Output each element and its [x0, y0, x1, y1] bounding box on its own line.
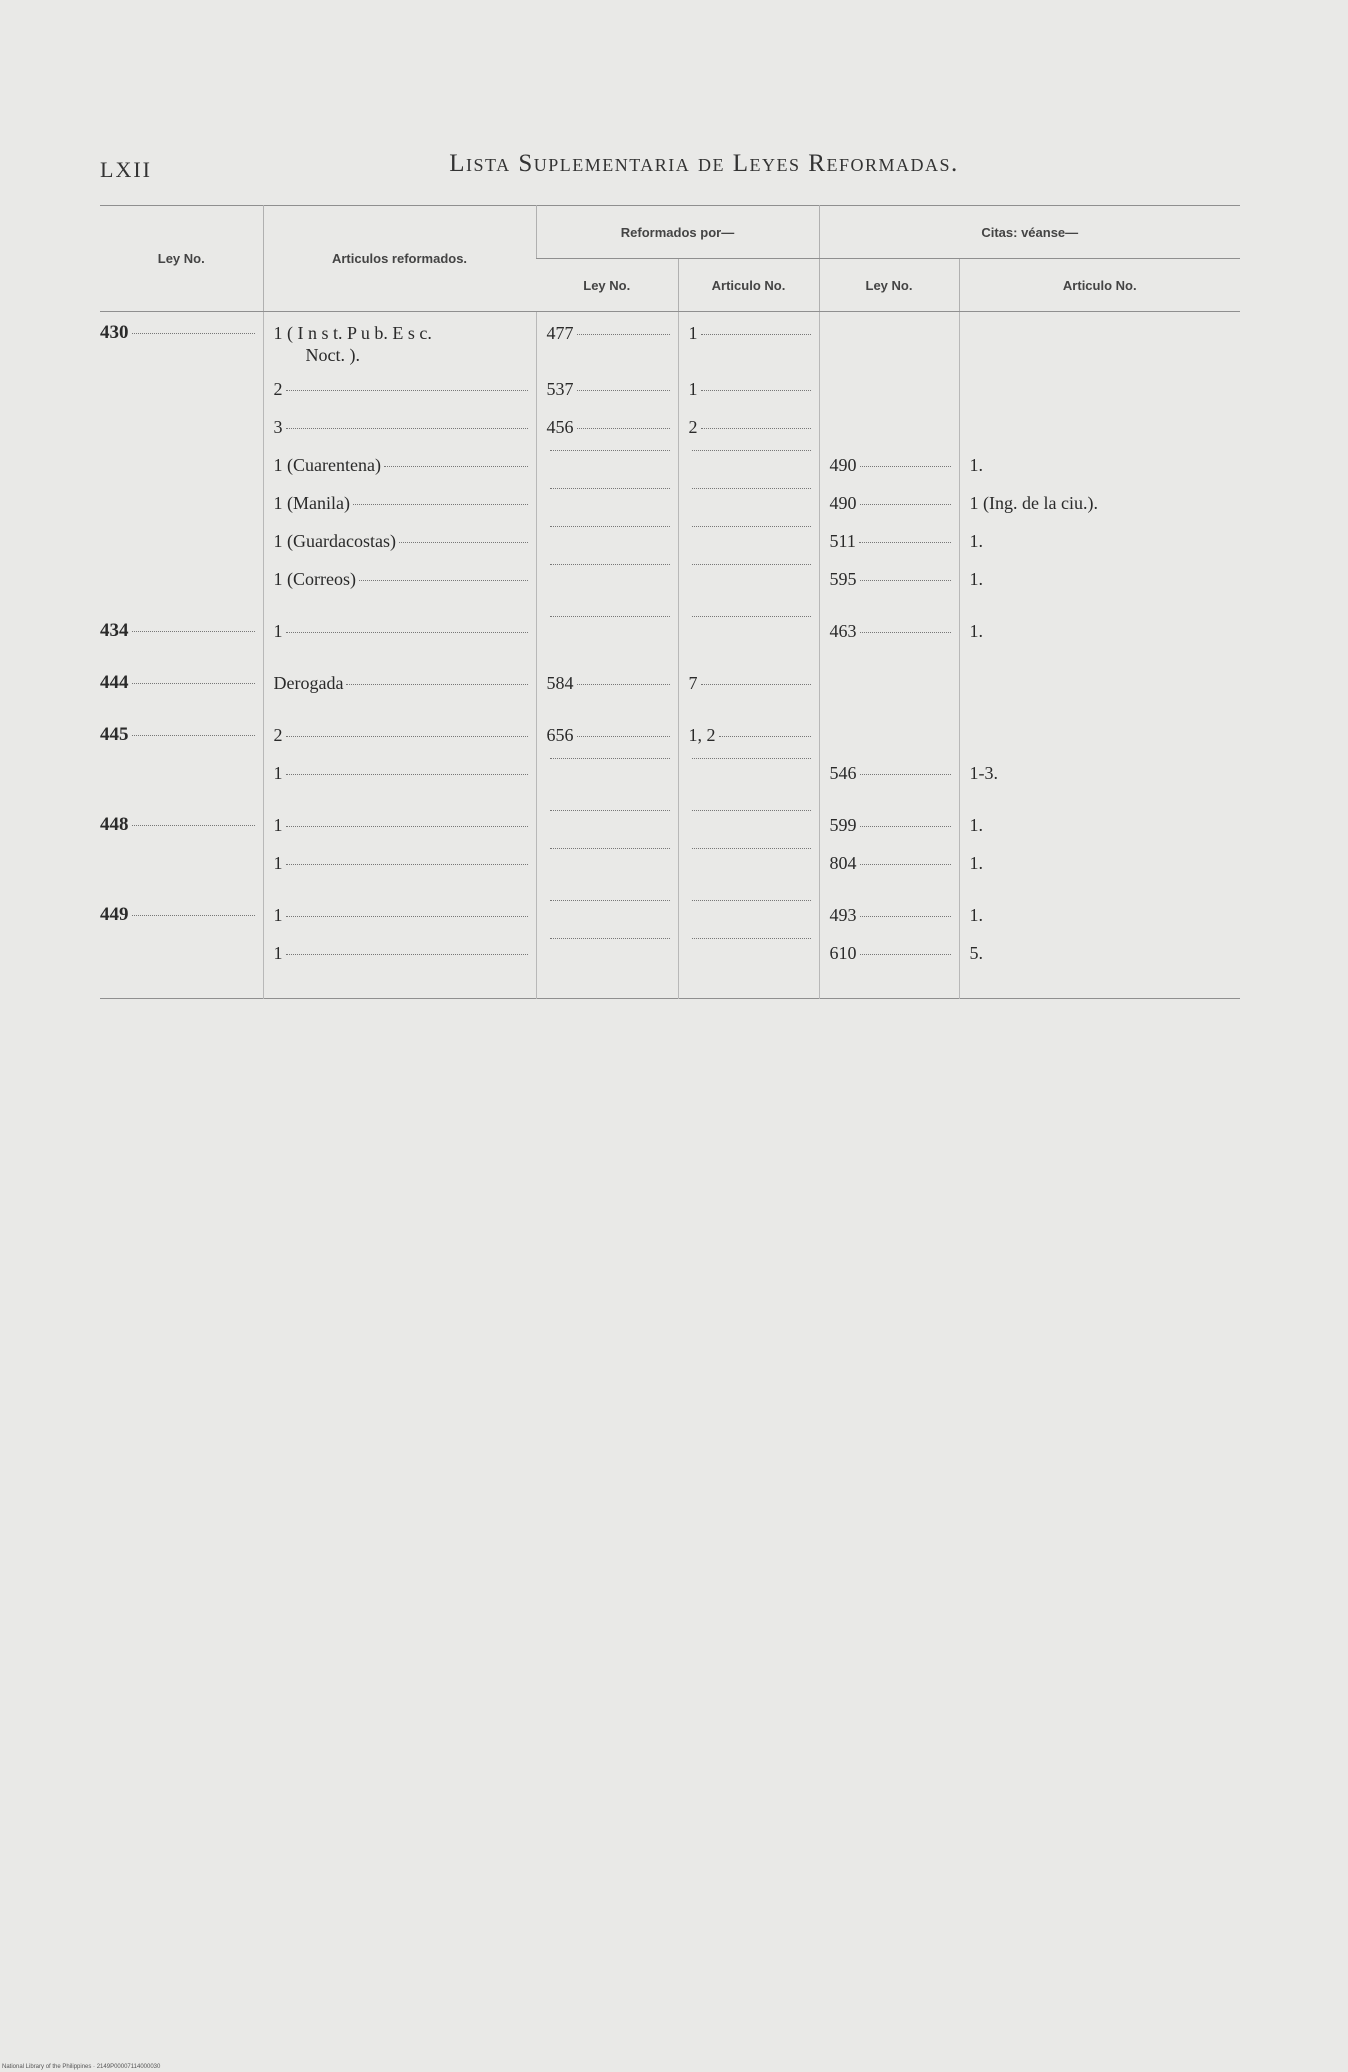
ley-no-text: 448	[100, 814, 129, 835]
cit-ley-cell	[819, 800, 959, 852]
dot-leader	[577, 334, 670, 335]
header-ley-no: Ley No.	[100, 206, 263, 312]
cit-art-cell	[959, 942, 1240, 999]
ref-ley-cell	[536, 710, 678, 762]
ref-ley-cell	[536, 312, 678, 379]
header-reformados-por: Reformados por—	[536, 206, 819, 259]
cit-art-cell	[959, 312, 1240, 379]
dot-leader	[550, 526, 670, 527]
dot-leader	[132, 631, 255, 632]
dot-leader	[550, 758, 670, 759]
cit-ley-cell	[819, 312, 959, 379]
cit-ley-text: 595	[829, 569, 857, 589]
articulo-cell	[263, 710, 536, 762]
amendments-table	[100, 205, 1240, 999]
cit-ley-text: 463	[829, 621, 857, 641]
articulo-cell	[263, 942, 536, 999]
cit-ley-cell	[819, 378, 959, 416]
cit-ley-text: 804	[829, 853, 857, 873]
articulo-text: 1	[273, 815, 283, 835]
ref-art-cell	[678, 312, 819, 379]
articulo-text: 1	[273, 621, 283, 641]
ley-no-cell	[100, 530, 263, 568]
articulo-text: 1 (Manila)	[273, 493, 350, 513]
articulo-text: 1 (Correos)	[273, 569, 356, 589]
dot-leader	[692, 938, 811, 939]
articulo-text: 1 (Cuarentena)	[273, 455, 381, 475]
cit-ley-cell	[819, 942, 959, 999]
ref-art-text: 2	[688, 417, 698, 437]
cit-ley-text: 599	[829, 815, 857, 835]
dot-leader	[550, 488, 670, 489]
cit-ley-cell	[819, 890, 959, 942]
header-ref-art: Articulo No.	[678, 259, 819, 312]
dot-leader	[860, 864, 951, 865]
ley-no-cell	[100, 606, 263, 658]
cit-art-cell	[959, 762, 1240, 800]
dot-leader	[692, 848, 811, 849]
dot-leader	[550, 564, 670, 565]
cit-ley-cell	[819, 454, 959, 492]
ref-ley-cell	[536, 942, 678, 999]
cit-ley-cell	[819, 710, 959, 762]
articulo-text: 1	[273, 853, 283, 873]
articulo-cell	[263, 658, 536, 710]
page-number: LXII	[100, 157, 152, 182]
cit-art-cell	[959, 658, 1240, 710]
ref-ley-cell	[536, 530, 678, 568]
dot-leader	[692, 488, 811, 489]
table-row	[100, 530, 1240, 568]
ref-ley-text: 584	[546, 673, 574, 693]
dot-leader	[692, 564, 811, 565]
ref-art-cell	[678, 416, 819, 454]
articulo-cell	[263, 890, 536, 942]
dot-leader	[132, 333, 255, 334]
ref-art-text: 1	[688, 323, 698, 343]
table-row	[100, 942, 1240, 999]
footer-credit: National Library of the Philippines · 2149P00007114000030	[2, 2064, 161, 2070]
dot-leader	[132, 735, 255, 736]
table-row	[100, 416, 1240, 454]
ley-no-cell	[100, 762, 263, 800]
dot-leader	[577, 736, 670, 737]
articulo-text: 1 (Guardacostas)	[273, 531, 396, 551]
dot-leader	[550, 938, 670, 939]
cit-art-text: 1.	[969, 815, 983, 835]
dot-leader	[692, 526, 811, 527]
ref-ley-cell	[536, 658, 678, 710]
cit-ley-text: 490	[829, 455, 857, 475]
articulo-cell	[263, 492, 536, 530]
table-row	[100, 492, 1240, 530]
table-row	[100, 852, 1240, 890]
header-citas: Citas: véanse—	[819, 206, 1240, 259]
articulo-cell	[263, 568, 536, 606]
cit-art-cell	[959, 416, 1240, 454]
ref-ley-cell	[536, 890, 678, 942]
articulo-text: 1	[273, 943, 283, 963]
header-cit-ley: Ley No.	[819, 259, 959, 312]
ref-art-cell	[678, 606, 819, 658]
ref-art-text: 7	[688, 673, 698, 693]
ref-art-cell	[678, 942, 819, 999]
ley-no-cell	[100, 378, 263, 416]
dot-leader	[577, 390, 670, 391]
table-header	[100, 206, 1240, 312]
ley-no-cell	[100, 454, 263, 492]
articulo-cell	[263, 852, 536, 890]
cit-ley-text: 493	[829, 905, 857, 925]
ref-art-cell	[678, 568, 819, 606]
dot-leader	[692, 758, 811, 759]
dot-leader	[286, 864, 528, 865]
dot-leader	[353, 504, 528, 505]
ley-no-text: 434	[100, 620, 129, 641]
dot-leader	[860, 580, 951, 581]
articulo-text: 1 ( I n s t. P u b. E s c.	[273, 323, 432, 343]
table-row	[100, 890, 1240, 942]
cit-art-cell	[959, 606, 1240, 658]
articulo-text: 1	[273, 905, 283, 925]
articulo-cell	[263, 530, 536, 568]
ley-no-cell	[100, 890, 263, 942]
ref-art-cell	[678, 492, 819, 530]
dot-leader	[860, 632, 951, 633]
page-title: Lista Suplementaria de Leyes Reformadas.	[449, 150, 959, 177]
ref-art-cell	[678, 800, 819, 852]
articulo-text: 3	[273, 417, 283, 437]
dot-leader	[860, 826, 951, 827]
dot-leader	[577, 428, 670, 429]
dot-leader	[692, 616, 811, 617]
cit-art-text: 1.	[969, 853, 983, 873]
ley-no-cell	[100, 312, 263, 379]
articulo-text: Derogada	[273, 673, 344, 693]
table-row	[100, 378, 1240, 416]
cit-ley-cell	[819, 568, 959, 606]
ref-ley-cell	[536, 800, 678, 852]
dot-leader	[346, 684, 527, 685]
dot-leader	[859, 542, 951, 543]
cit-art-cell	[959, 492, 1240, 530]
dot-leader	[701, 390, 811, 391]
articulo-cell	[263, 454, 536, 492]
ley-no-cell	[100, 710, 263, 762]
ref-art-text: 1, 2	[688, 725, 716, 745]
ref-art-cell	[678, 852, 819, 890]
cit-art-cell	[959, 378, 1240, 416]
ref-ley-cell	[536, 492, 678, 530]
cit-art-text: 1.	[969, 455, 983, 475]
articulo-cell	[263, 800, 536, 852]
ley-no-text: 449	[100, 904, 129, 925]
ref-art-cell	[678, 710, 819, 762]
ref-ley-text: 456	[546, 417, 574, 437]
cit-ley-cell	[819, 606, 959, 658]
dot-leader	[550, 900, 670, 901]
ley-no-text: 430	[100, 322, 129, 343]
cit-ley-cell	[819, 530, 959, 568]
articulo-cell	[263, 378, 536, 416]
cit-ley-text: 610	[829, 943, 857, 963]
ref-ley-text: 537	[546, 379, 574, 399]
dot-leader	[384, 466, 528, 467]
amendments-table-container	[100, 205, 1240, 999]
articulo-text: 2	[273, 725, 283, 745]
dot-leader	[701, 334, 811, 335]
dot-leader	[860, 954, 951, 955]
cit-ley-cell	[819, 762, 959, 800]
table-row	[100, 312, 1240, 379]
ley-no-cell	[100, 800, 263, 852]
ref-ley-cell	[536, 606, 678, 658]
dot-leader	[286, 774, 528, 775]
ley-no-cell	[100, 492, 263, 530]
dot-leader	[701, 428, 811, 429]
ref-ley-cell	[536, 852, 678, 890]
ref-art-cell	[678, 530, 819, 568]
cit-ley-cell	[819, 852, 959, 890]
ley-no-cell	[100, 658, 263, 710]
ref-art-cell	[678, 454, 819, 492]
ref-ley-cell	[536, 454, 678, 492]
cit-ley-text: 546	[829, 763, 857, 783]
dot-leader	[286, 954, 528, 955]
cit-ley-text: 511	[829, 531, 856, 551]
dot-leader	[692, 900, 811, 901]
table-row	[100, 762, 1240, 800]
header-articulos: Articulos reformados.	[263, 206, 536, 312]
dot-leader	[692, 810, 811, 811]
table-body	[100, 312, 1240, 999]
dot-leader	[399, 542, 528, 543]
ref-ley-text: 656	[546, 725, 574, 745]
dot-leader	[550, 810, 670, 811]
cit-art-text: 5.	[969, 943, 983, 963]
articulo-cell	[263, 762, 536, 800]
dot-leader	[132, 915, 255, 916]
dot-leader	[286, 632, 528, 633]
cit-ley-cell	[819, 416, 959, 454]
dot-leader	[286, 736, 528, 737]
dot-leader	[860, 466, 951, 467]
cit-art-text: 1 (Ing. de la ciu.).	[969, 493, 1098, 513]
ley-no-cell	[100, 416, 263, 454]
dot-leader	[719, 736, 811, 737]
cit-art-cell	[959, 530, 1240, 568]
dot-leader	[860, 774, 951, 775]
cit-ley-cell	[819, 658, 959, 710]
dot-leader	[692, 450, 811, 451]
ref-ley-cell	[536, 762, 678, 800]
ley-no-text: 444	[100, 672, 129, 693]
dot-leader	[860, 504, 951, 505]
ref-art-cell	[678, 890, 819, 942]
dot-leader	[286, 390, 528, 391]
cit-art-cell	[959, 852, 1240, 890]
dot-leader	[286, 428, 528, 429]
ref-art-cell	[678, 658, 819, 710]
articulo-cell	[263, 312, 536, 379]
ley-no-cell	[100, 568, 263, 606]
dot-leader	[286, 826, 528, 827]
ley-no-cell	[100, 852, 263, 890]
header-ref-ley: Ley No.	[536, 259, 678, 312]
header-cit-art: Articulo No.	[959, 259, 1240, 312]
articulo-cell	[263, 416, 536, 454]
cit-ley-text: 490	[829, 493, 857, 513]
cit-art-cell	[959, 568, 1240, 606]
cit-art-text: 1.	[969, 531, 983, 551]
articulo-continuation: Noct. ).	[305, 345, 360, 365]
dot-leader	[860, 916, 951, 917]
cit-art-cell	[959, 710, 1240, 762]
articulo-cell	[263, 606, 536, 658]
articulo-text: 2	[273, 379, 283, 399]
dot-leader	[359, 580, 528, 581]
ley-no-cell	[100, 942, 263, 999]
cit-art-text: 1.	[969, 621, 983, 641]
ref-ley-text: 477	[546, 323, 574, 343]
ley-no-text: 445	[100, 724, 129, 745]
articulo-text: 1	[273, 763, 283, 783]
cit-art-cell	[959, 890, 1240, 942]
dot-leader	[701, 684, 811, 685]
table-row	[100, 606, 1240, 658]
cit-art-cell	[959, 454, 1240, 492]
cit-art-cell	[959, 800, 1240, 852]
cit-art-text: 1.	[969, 569, 983, 589]
table-row	[100, 454, 1240, 492]
table-row	[100, 568, 1240, 606]
ref-art-cell	[678, 378, 819, 416]
ref-art-cell	[678, 762, 819, 800]
cit-art-text: 1-3.	[969, 763, 998, 783]
ref-art-text: 1	[688, 379, 698, 399]
cit-ley-cell	[819, 492, 959, 530]
dot-leader	[577, 684, 670, 685]
dot-leader	[132, 825, 255, 826]
dot-leader	[550, 848, 670, 849]
table-row	[100, 710, 1240, 762]
ref-ley-cell	[536, 568, 678, 606]
ref-ley-cell	[536, 378, 678, 416]
dot-leader	[132, 683, 255, 684]
dot-leader	[550, 450, 670, 451]
table-row	[100, 800, 1240, 852]
ref-ley-cell	[536, 416, 678, 454]
dot-leader	[550, 616, 670, 617]
cit-art-text: 1.	[969, 905, 983, 925]
table-row	[100, 658, 1240, 710]
dot-leader	[286, 916, 528, 917]
